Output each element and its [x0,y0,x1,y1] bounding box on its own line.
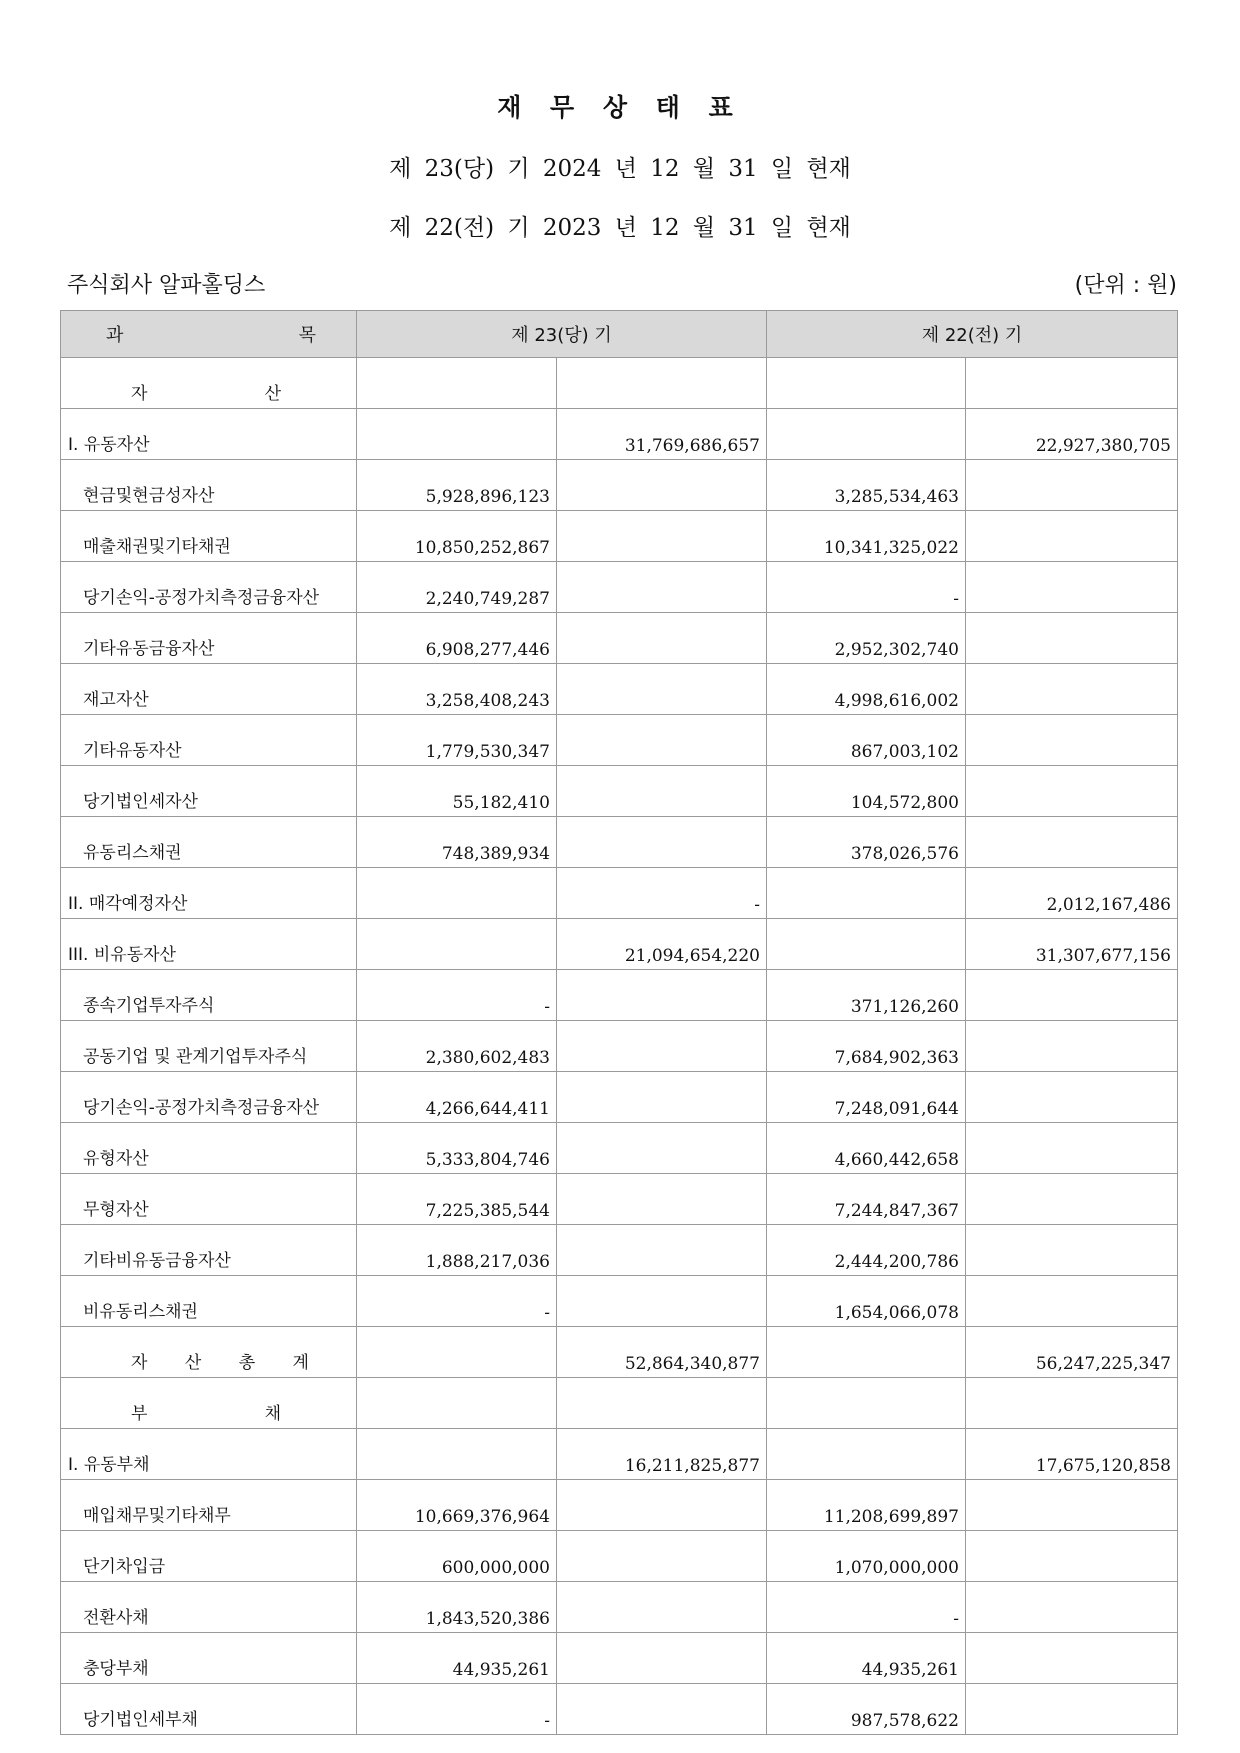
current-total-value [557,970,767,1021]
current-detail-value: - [357,1684,557,1735]
table-row [61,409,1178,460]
current-detail-value: 1,888,217,036 [357,1225,557,1276]
current-detail-value: 3,258,408,243 [357,664,557,715]
row-label: 무형자산 [61,1174,357,1225]
table-row [61,1582,1178,1633]
prior-detail-value: 44,935,261 [767,1633,966,1684]
company-name: 주식회사 알파홀딩스 [67,273,266,298]
header-current: 제 23(당) 기 [357,311,767,358]
current-detail-value: - [357,1276,557,1327]
prior-total-value [966,460,1178,511]
row-label: 매입채무및기타채무 [61,1480,357,1531]
current-total-value [557,766,767,817]
row-label: 기타비유동금융자산 [61,1225,357,1276]
current-detail-value [357,919,557,970]
period-prior: 제 22(전) 기 2023 년 12 월 31 일 현재 [389,215,851,241]
prior-detail-value [767,868,966,919]
row-label: 공동기업 및 관계기업투자주식 [61,1021,357,1072]
table-header-row [61,311,1178,358]
current-detail-value: 6,908,277,446 [357,613,557,664]
prior-total-value [966,562,1178,613]
row-label: 당기손익-공정가치측정금융자산 [61,562,357,613]
header-item [61,311,357,358]
prior-detail-value: 867,003,102 [767,715,966,766]
row-label: III. 비유동자산 [61,919,357,970]
prior-detail-value: 104,572,800 [767,766,966,817]
prior-detail-value: 378,026,576 [767,817,966,868]
current-detail-value: 5,928,896,123 [357,460,557,511]
current-detail-value [357,1429,557,1480]
current-total-value [557,460,767,511]
row-label: 비유동리스채권 [61,1276,357,1327]
table-row [61,613,1178,664]
balance-sheet-table [60,310,1178,1735]
table-row [61,868,1178,919]
current-detail-value: 1,843,520,386 [357,1582,557,1633]
current-detail-value: 10,669,376,964 [357,1480,557,1531]
prior-detail-value: 987,578,622 [767,1684,966,1735]
row-label: 단기차입금 [61,1531,357,1582]
current-total-value: 31,769,686,657 [557,409,767,460]
section-assets-char: 자 [131,384,148,404]
current-detail-value: 7,225,385,544 [357,1174,557,1225]
prior-detail-value: 2,444,200,786 [767,1225,966,1276]
assets-total-c1 [357,1327,557,1378]
prior-total-value [966,664,1178,715]
row-label: 기타유동자산 [61,715,357,766]
row-label: 충당부채 [61,1633,357,1684]
prior-total-value [966,1276,1178,1327]
table-row [61,1021,1178,1072]
current-total-value: - [557,868,767,919]
prior-detail-value: 2,952,302,740 [767,613,966,664]
prior-detail-value: 371,126,260 [767,970,966,1021]
prior-total-value: 22,927,380,705 [966,409,1178,460]
prior-total-value [966,1225,1178,1276]
current-detail-value [357,868,557,919]
assets-total-c2: 52,864,340,877 [557,1327,767,1378]
current-detail-value: 4,266,644,411 [357,1072,557,1123]
row-label: II. 매각예정자산 [61,868,357,919]
current-total-value [557,511,767,562]
assets-total-char: 자 [131,1353,148,1373]
table-row [61,1123,1178,1174]
prior-total-value [966,817,1178,868]
current-detail-value: 44,935,261 [357,1633,557,1684]
assets-total-row [61,1327,1178,1378]
prior-total-value [966,613,1178,664]
prior-detail-value: 1,654,066,078 [767,1276,966,1327]
current-total-value [557,1276,767,1327]
prior-total-value [966,1174,1178,1225]
header-prior: 제 22(전) 기 [767,311,1178,358]
prior-total-value [966,1072,1178,1123]
current-total-value [557,1021,767,1072]
assets-total-char: 산 [184,1353,202,1373]
prior-total-value: 31,307,677,156 [966,919,1178,970]
section-liabilities-char: 부 [131,1404,148,1424]
row-label: 당기손익-공정가치측정금융자산 [61,1072,357,1123]
current-total-value [557,1123,767,1174]
current-detail-value: 2,240,749,287 [357,562,557,613]
current-total-value [557,817,767,868]
assets-total-p1 [767,1327,966,1378]
prior-detail-value [767,919,966,970]
table-row [61,1480,1178,1531]
row-label: I. 유동부채 [61,1429,357,1480]
table-row [61,766,1178,817]
section-liabilities-char: 채 [264,1404,281,1424]
table-row [61,562,1178,613]
table-row [61,460,1178,511]
current-total-value [557,613,767,664]
row-label: 전환사채 [61,1582,357,1633]
row-label: 매출채권및기타채권 [61,511,357,562]
current-total-value [557,664,767,715]
table-row [61,1531,1178,1582]
prior-detail-value: 10,341,325,022 [767,511,966,562]
row-label: 기타유동금융자산 [61,613,357,664]
header-item-b: 목 [298,325,316,346]
period-current: 제 23(당) 기 2024 년 12 월 31 일 현재 [389,156,851,182]
prior-total-value: 17,675,120,858 [966,1429,1178,1480]
current-detail-value [357,409,557,460]
current-total-value [557,1684,767,1735]
current-total-value [557,562,767,613]
table-row [61,1225,1178,1276]
row-label: I. 유동자산 [61,409,357,460]
table-row [61,1633,1178,1684]
section-assets-char: 산 [264,384,281,404]
row-label: 당기법인세부채 [61,1684,357,1735]
table-row [61,970,1178,1021]
table-row [61,1429,1178,1480]
table-row [61,817,1178,868]
current-total-value [557,1582,767,1633]
prior-total-value [966,715,1178,766]
prior-total-value [966,1021,1178,1072]
current-total-value [557,1225,767,1276]
table-body [61,358,1178,1735]
current-detail-value: 10,850,252,867 [357,511,557,562]
current-detail-value: 55,182,410 [357,766,557,817]
prior-detail-value: 4,998,616,002 [767,664,966,715]
assets-total-char: 총 [238,1353,256,1373]
prior-total-value [966,1582,1178,1633]
empty-cell [557,1378,767,1429]
table-row [61,919,1178,970]
current-detail-value: 5,333,804,746 [357,1123,557,1174]
empty-cell [966,1378,1178,1429]
table-row [61,1072,1178,1123]
statement-title: 재 무 상 태 표 [497,93,743,122]
prior-total-value: 2,012,167,486 [966,868,1178,919]
header-item-a: 과 [106,325,124,346]
prior-total-value [966,970,1178,1021]
prior-total-value [966,1684,1178,1735]
prior-detail-value: 11,208,699,897 [767,1480,966,1531]
table-row [61,1276,1178,1327]
section-row-assets [61,358,1178,409]
prior-detail-value: - [767,562,966,613]
table-row [61,715,1178,766]
prior-detail-value: 7,248,091,644 [767,1072,966,1123]
prior-detail-value: - [767,1582,966,1633]
prior-total-value [966,1123,1178,1174]
row-label: 유형자산 [61,1123,357,1174]
prior-detail-value: 3,285,534,463 [767,460,966,511]
row-label: 당기법인세자산 [61,766,357,817]
current-total-value: 16,211,825,877 [557,1429,767,1480]
current-total-value [557,1072,767,1123]
prior-detail-value [767,1429,966,1480]
row-label: 재고자산 [61,664,357,715]
row-label: 유동리스채권 [61,817,357,868]
current-total-value: 21,094,654,220 [557,919,767,970]
table-row [61,664,1178,715]
current-detail-value: - [357,970,557,1021]
prior-total-value [966,1633,1178,1684]
prior-detail-value: 7,684,902,363 [767,1021,966,1072]
prior-total-value [966,1531,1178,1582]
current-total-value [557,715,767,766]
current-total-value [557,1531,767,1582]
section-label-liabilities [61,1378,357,1429]
section-row-liabilities [61,1378,1178,1429]
current-detail-value: 1,779,530,347 [357,715,557,766]
row-label: 종속기업투자주식 [61,970,357,1021]
empty-cell [767,1378,966,1429]
prior-detail-value [767,409,966,460]
assets-total-char: 계 [292,1353,309,1373]
table-row [61,511,1178,562]
current-total-value [557,1480,767,1531]
table-row [61,1684,1178,1735]
prior-detail-value: 7,244,847,367 [767,1174,966,1225]
current-detail-value: 748,389,934 [357,817,557,868]
current-total-value [557,1633,767,1684]
current-detail-value: 2,380,602,483 [357,1021,557,1072]
assets-total-label [61,1327,357,1378]
prior-detail-value: 1,070,000,000 [767,1531,966,1582]
prior-total-value [966,511,1178,562]
current-detail-value: 600,000,000 [357,1531,557,1582]
current-total-value [557,1174,767,1225]
assets-total-p2: 56,247,225,347 [966,1327,1178,1378]
prior-detail-value: 4,660,442,658 [767,1123,966,1174]
unit-label: (단위 : 원) [1074,273,1177,298]
section-label-assets [61,358,357,409]
row-label: 현금및현금성자산 [61,460,357,511]
table-row [61,1174,1178,1225]
prior-total-value [966,766,1178,817]
empty-cell [357,1378,557,1429]
prior-total-value [966,1480,1178,1531]
